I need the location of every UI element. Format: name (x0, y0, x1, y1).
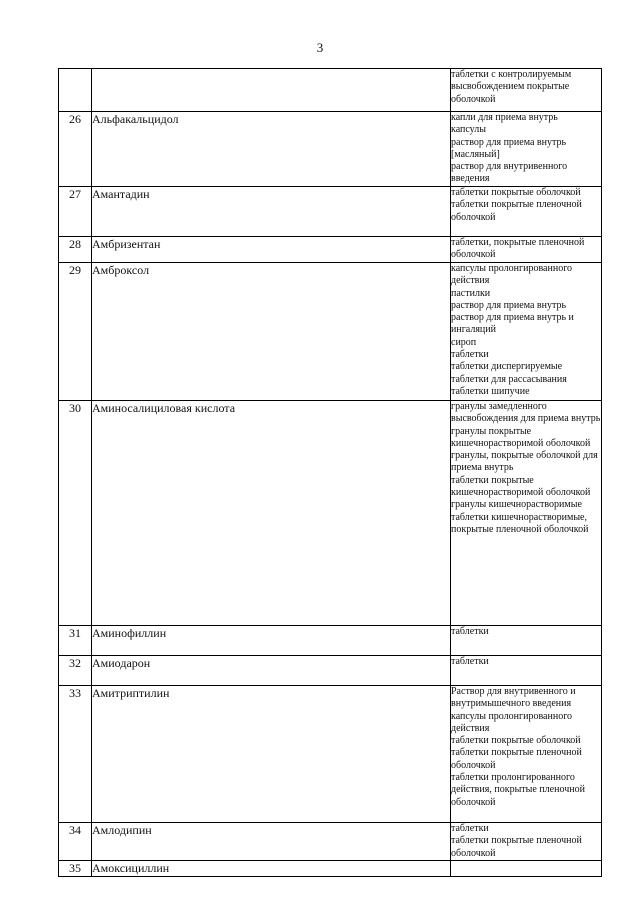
row-number: 26 (59, 112, 92, 187)
row-number: 32 (59, 656, 92, 686)
dosage-form: таблетки покрытые кишечнорастворимой оболочкой (451, 474, 591, 499)
drug-name: Амбризентан (92, 237, 451, 263)
table-row (59, 656, 602, 686)
row-number: 34 (59, 823, 92, 861)
dosage-form: таблетки покрытые оболочкой (451, 735, 581, 747)
dosage-form: раствор для приема внутрь (451, 299, 567, 311)
dosage-form: таблетки покрытые пленочной оболочкой (451, 747, 582, 771)
dosage-form: гранулы, покрытые оболочкой для приема внутрь (451, 450, 598, 474)
dosage-form: раствор для приема внутрь [масляный] (451, 136, 567, 160)
dosage-form: таблетки покрытые оболочкой (451, 187, 581, 198)
dosage-forms (451, 626, 602, 656)
dosage-form: гранулы замедленного высвобождения для приема внутрь (451, 401, 601, 425)
dosage-form: раствор для внутривенного введения (451, 161, 568, 185)
dosage-forms (451, 401, 602, 626)
dosage-forms (451, 686, 602, 823)
row-number: 35 (59, 860, 92, 876)
table-row (59, 860, 602, 876)
drug-name: Амброксол (92, 263, 451, 401)
dosage-form: таблетки, покрытые пленочной оболочкой (451, 237, 585, 261)
row-number: 30 (59, 401, 92, 626)
drug-name: Альфакальцидол (92, 112, 451, 187)
table-row (59, 237, 602, 263)
dosage-form: гранулы кишечнорастворимые (451, 499, 582, 511)
drug-name: Амиодарон (92, 656, 451, 686)
table-row (59, 401, 602, 626)
dosage-form: пастилки (451, 287, 491, 299)
row-number: 29 (59, 263, 92, 401)
dosage-form: капли для приема внутрь (451, 112, 558, 123)
dosage-form: таблетки покрытые пленочной оболочкой (451, 199, 582, 223)
dosage-form: таблетки (451, 626, 489, 637)
dosage-form: сироп (451, 336, 477, 348)
dosage-form: таблетки с контролируемым высвобождением покрытые оболочкой (451, 69, 572, 105)
table-row (59, 187, 602, 237)
drug-name: Амантадин (92, 187, 451, 237)
dosage-forms (451, 69, 602, 112)
dosage-form: таблетки покрытые пленочной оболочкой (451, 835, 582, 859)
row-number: 33 (59, 686, 92, 823)
row-number (59, 69, 92, 112)
dosage-form: Раствор для внутривенного и внутримышечного введения (451, 686, 576, 710)
dosage-forms (451, 187, 602, 237)
dosage-forms (451, 860, 602, 876)
dosage-forms (451, 263, 602, 401)
table-row (59, 823, 602, 861)
drug-name: Аминосалициловая кислота (92, 401, 451, 626)
dosage-form: таблетки кишечнорастворимые, покрытые пленочной оболочкой (451, 511, 589, 535)
dosage-form: капсулы пролонгированного действия (451, 263, 573, 287)
dosage-form: таблетки шипучие (451, 385, 530, 397)
table-row (59, 112, 602, 187)
dosage-form: таблетки (451, 656, 489, 667)
dosage-forms (451, 237, 602, 263)
dosage-form: таблетки диспергируемые (451, 361, 563, 373)
row-number: 28 (59, 237, 92, 263)
drug-name: Амлодипин (92, 823, 451, 861)
dosage-form: капсулы пролонгированного действия (451, 710, 573, 734)
row-number: 27 (59, 187, 92, 237)
table-row (59, 263, 602, 401)
dosage-form: капсулы (451, 124, 486, 136)
page-number: 3 (316, 40, 324, 55)
table-row (59, 686, 602, 823)
drug-name (92, 69, 451, 112)
dosage-form: раствор для приема внутрь и ингаляций (451, 312, 574, 336)
dosage-form: таблетки (451, 823, 489, 834)
drug-name: Аминофиллин (92, 626, 451, 656)
drug-name: Амоксициллин (92, 860, 451, 876)
dosage-form: таблетки (451, 349, 489, 361)
dosage-forms (451, 112, 602, 187)
drug-table (58, 68, 602, 877)
row-number: 31 (59, 626, 92, 656)
table-row (59, 626, 602, 656)
drug-name: Амитриптилин (92, 686, 451, 823)
table-row (59, 69, 602, 112)
dosage-form: таблетки для рассасывания (451, 373, 567, 385)
dosage-form: гранулы покрытые кишечнорастворимой оболочкой (451, 425, 591, 449)
dosage-forms (451, 656, 602, 686)
dosage-forms (451, 823, 602, 861)
dosage-form: таблетки пролонгированного действия, покрытые пленочной оболочкой (451, 772, 585, 808)
